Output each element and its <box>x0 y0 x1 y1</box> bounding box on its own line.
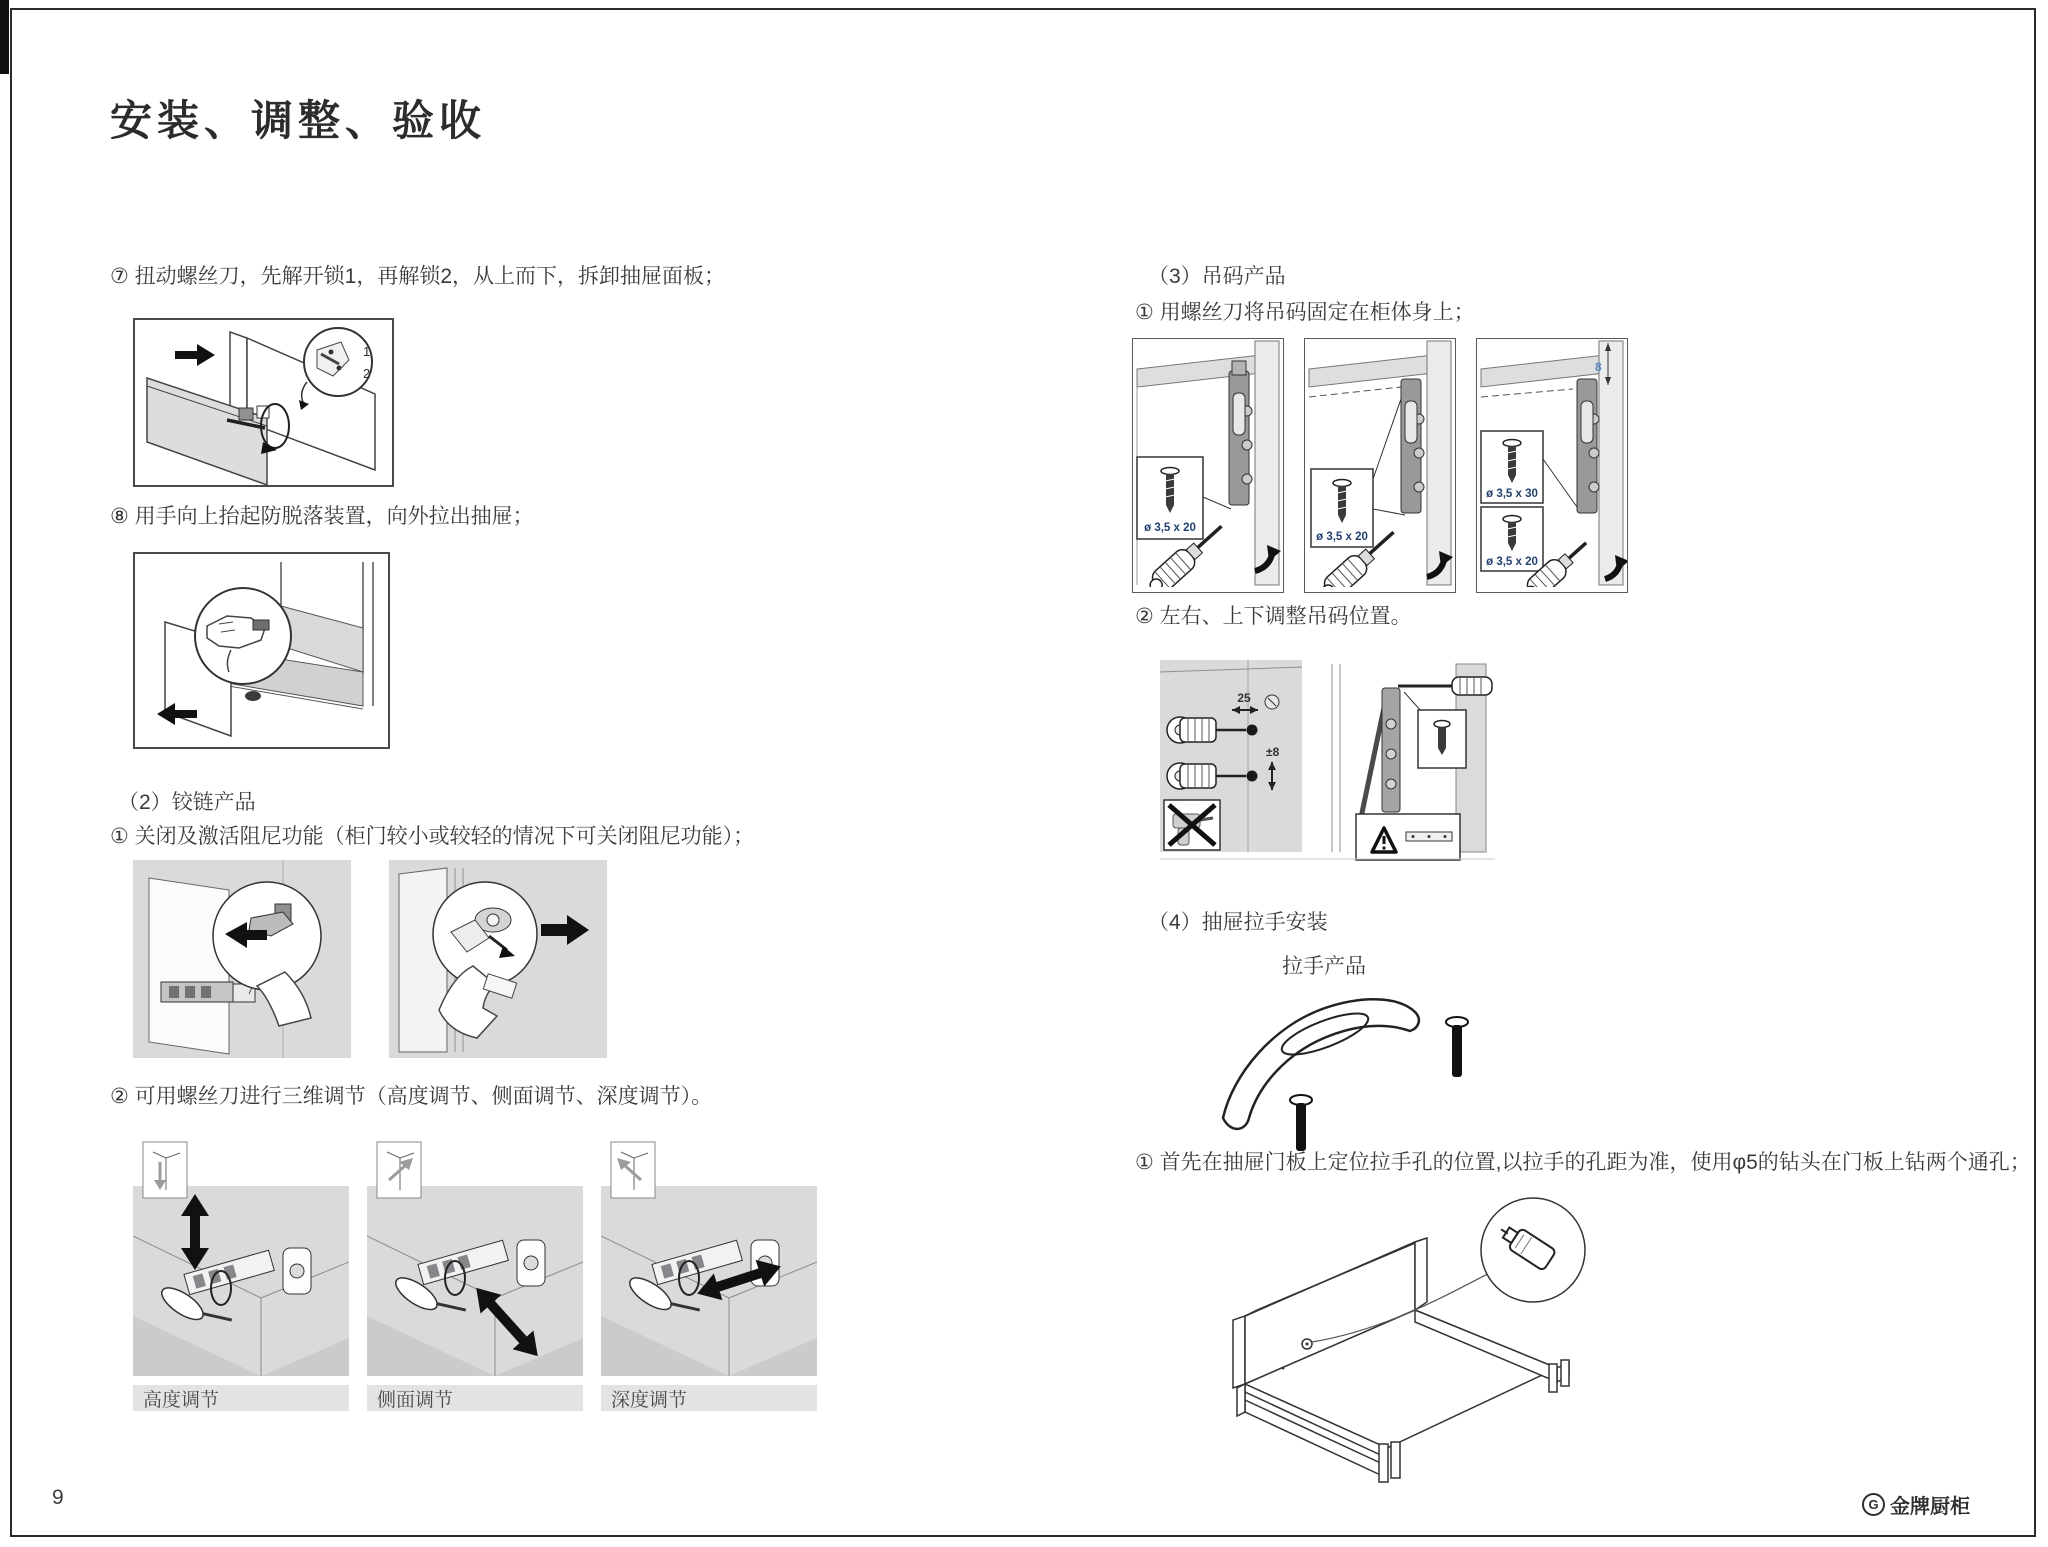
dimension-pm8-label: ±8 <box>1266 745 1280 759</box>
step-8-text: ⑧ 用手向上抬起防脱落装置，向外拉出抽屉； <box>110 505 534 528</box>
caption-height-adjust: 高度调节 <box>133 1385 349 1411</box>
figure-bracket-adjust <box>1160 652 1495 872</box>
pull-out-drawer-illustration <box>135 554 388 743</box>
adjust-panel-depth <box>601 1140 817 1411</box>
page-title: 安装、调整、验收 <box>110 97 487 144</box>
adjust-panel-side <box>367 1140 583 1411</box>
brand-logo <box>1862 1490 1970 1519</box>
section-2-heading: （2）铰链产品 <box>118 791 256 814</box>
lock1-label: 1 <box>363 344 371 359</box>
section-4-step-1: ① 首先在抽屉门板上定位拉手孔的位置,以拉手的孔距为准，使用φ5的钻头在门板上钻两个通孔； <box>1135 1151 2031 1174</box>
screw-size-label: ø 3,5 x 20 <box>1144 522 1196 534</box>
handle-product-label: 拉手产品 <box>1282 955 1366 978</box>
handle-screw-left <box>1290 1095 1312 1151</box>
screw-size-label: ø 3,5 x 30 <box>1486 488 1538 500</box>
bracket-panel-3 <box>1476 338 1628 593</box>
bracket-step2-illustration <box>1305 339 1455 587</box>
caption-side-adjust: 侧面调节 <box>367 1385 583 1411</box>
bracket-step1-illustration <box>1133 339 1283 587</box>
damper-on-illustration <box>389 860 607 1058</box>
bracket-panel-2 <box>1304 338 1456 593</box>
figure-unlock-front-panel <box>133 318 394 487</box>
section-2-step-2: ② 可用螺丝刀进行三维调节（高度调节、侧面调节、深度调节）。 <box>110 1085 713 1108</box>
step-7-text: ⑦ 扭动螺丝刀，先解开锁1，再解锁2，从上而下，拆卸抽屉面板； <box>110 265 726 288</box>
bracket-panel-1 <box>1132 338 1284 593</box>
screwdriver-icon <box>1398 677 1492 695</box>
lock2-label: 2 <box>363 366 371 381</box>
figure-3d-adjust <box>133 1140 817 1411</box>
figure-hinge-damper <box>133 860 607 1058</box>
dimension-25-label: 25 <box>1237 691 1251 705</box>
unlock-front-panel-illustration <box>135 320 392 485</box>
bracket-step3-illustration <box>1477 339 1627 587</box>
screw-size-label: ø 3,5 x 20 <box>1316 531 1368 543</box>
figure-drawer-drill <box>1185 1192 1615 1497</box>
section-2-step-1: ① 关闭及激活阻尼功能（柜门较小或较轻的情况下可关闭阻尼功能）； <box>110 825 755 848</box>
bracket-adjust-illustration <box>1160 652 1495 867</box>
figure-hanging-bracket <box>1132 338 1628 593</box>
height-adjust-illustration <box>133 1140 349 1376</box>
handle-illustration <box>1205 982 1505 1152</box>
handle-icon <box>1223 999 1419 1129</box>
damper-off-illustration <box>133 860 351 1058</box>
section-4-heading: （4）抽屉拉手安装 <box>1148 911 1328 934</box>
no-drill-icon <box>1164 800 1220 850</box>
brand-text: 金牌厨柜 <box>1890 1496 1970 1518</box>
handle-screw-right <box>1446 1017 1468 1077</box>
section-3-heading: （3）吊码产品 <box>1148 265 1286 288</box>
warning-box <box>1356 814 1460 860</box>
dimension-8-label: 8 <box>1595 360 1602 374</box>
screw-size-label: ø 3,5 x 20 <box>1486 556 1538 568</box>
scan-artifact <box>0 0 9 74</box>
page-number: 9 <box>52 1486 64 1509</box>
brand-g-icon: G <box>1862 1493 1885 1516</box>
side-adjust-illustration <box>367 1140 583 1376</box>
drawer-drill-illustration <box>1185 1192 1615 1492</box>
depth-adjust-illustration <box>601 1140 817 1376</box>
adjust-panel-height <box>133 1140 349 1411</box>
section-3-step-2: ② 左右、上下调整吊码位置。 <box>1135 605 1412 628</box>
push-arrow-icon <box>175 344 215 366</box>
figure-pull-out-drawer <box>133 552 390 749</box>
caption-depth-adjust: 深度调节 <box>601 1385 817 1411</box>
section-3-step-1: ① 用螺丝刀将吊码固定在柜体身上； <box>1135 301 1475 324</box>
figure-handle-product <box>1205 982 1505 1157</box>
